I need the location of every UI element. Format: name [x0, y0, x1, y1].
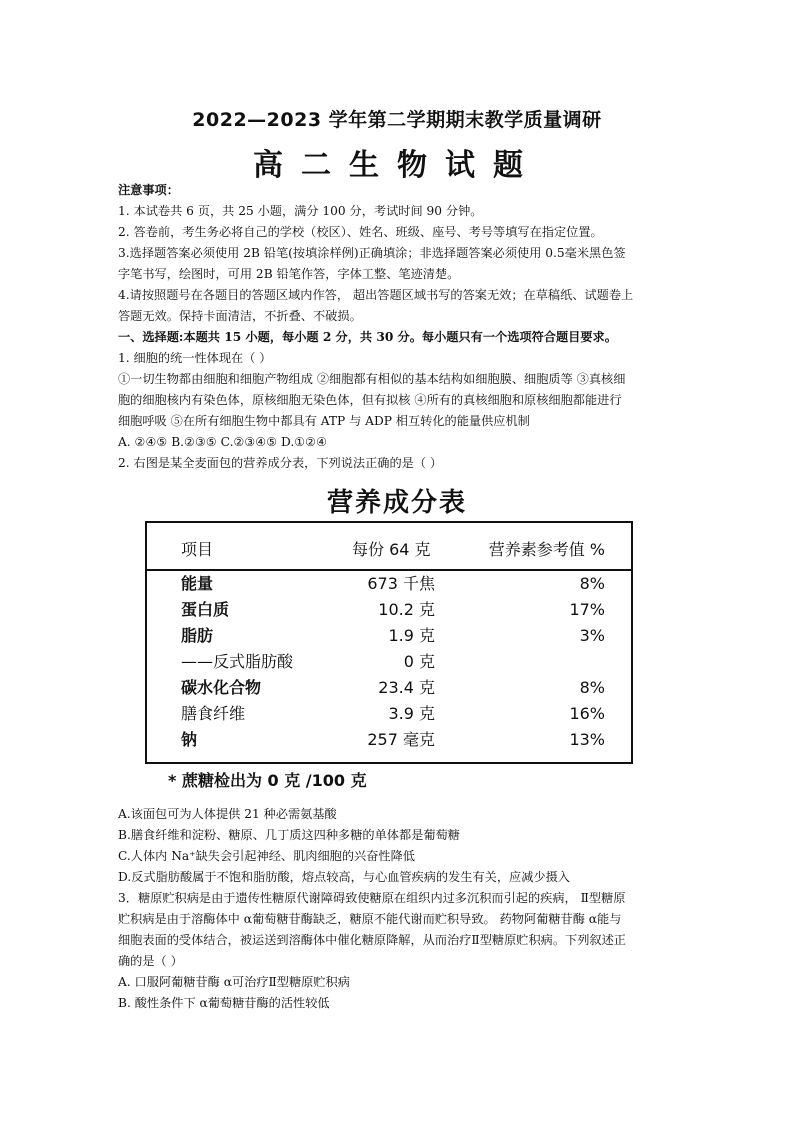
nutrient-amount: 3.9 克 — [388, 704, 435, 723]
question-3-text: 3．糖原贮积病是由于遗传性糖原代谢障碍致使糖原在组织内过多沉积而引起的疾病， Ⅱ型糖原 — [118, 891, 626, 905]
section-heading: 一、选择题:本题共 15 小题，每小题 2 分，共 30 分。每小题只有一个选项符合题目要求。 — [118, 330, 617, 344]
nutrition-row — [147, 701, 631, 727]
question-1-text: 胞的细胞核内有染色体，原核细胞无染色体，但有拟核 ④所有的真核细胞和原核细胞都能进行 — [118, 393, 622, 407]
note-line: 2. 答卷前，考生务必将自己的学校（校区）、姓名、班级、座号、考号等填写在指定位置。 — [118, 225, 603, 239]
nutrient-name: 能量 — [181, 574, 214, 593]
nutrient-nrv: 8% — [579, 574, 605, 593]
nutrient-nrv: 3% — [579, 626, 605, 645]
nutrient-nrv: 13% — [569, 730, 605, 749]
nutrient-amount: 23.4 克 — [378, 678, 435, 697]
nutrition-row — [147, 571, 631, 597]
question-3-text: 细胞表面的受体结合，被运送到溶酶体中催化糖原降解，从而治疗Ⅱ型糖原贮积病。下列叙述正 — [118, 933, 626, 947]
nutrient-name: 蛋白质 — [181, 600, 230, 619]
exam-title: 2022—2023 学年第二学期期末教学质量调研 — [192, 109, 602, 131]
nutrient-amount: 673 千焦 — [367, 574, 435, 593]
question-3-text: 贮积病是由于溶酶体中 α葡萄糖苷酶缺乏，糖原不能代谢而贮积导致。 药物阿葡糖苷酶 α能与 — [118, 912, 622, 926]
nutrient-nrv: 16% — [569, 704, 605, 723]
nutrition-footnote: * 蔗糖检出为 0 克 /100 克 — [168, 771, 367, 790]
nutrient-amount: 0 克 — [403, 652, 435, 671]
nutrient-amount: 257 毫克 — [367, 730, 435, 749]
question-1-stem: 1. 细胞的统一性体现在（ ） — [118, 351, 272, 365]
note-line: 1. 本试卷共 6 页，共 25 小题，满分 100 分，考试时间 90 分钟。 — [118, 204, 483, 218]
nutrient-name: 脂肪 — [181, 626, 214, 645]
question-2-stem: 2. 右图是某全麦面包的营养成分表，下列说法正确的是（ ） — [118, 456, 443, 470]
question-1-options: A. ②④⑤ B.②③⑤ C.②③④⑤ D.①②④ — [118, 435, 328, 449]
nutrient-nrv: 17% — [569, 600, 605, 619]
header-item: 项目 — [181, 540, 214, 559]
nutrient-nrv: 8% — [579, 678, 605, 697]
question-2-option-b: B.膳食纤维和淀粉、糖原、几丁质这四种多糖的单体都是葡萄糖 — [118, 828, 460, 842]
notes-heading: 注意事项： — [118, 183, 179, 197]
note-line: 答题无效。保持卡面清洁，不折叠、不破损。 — [118, 309, 362, 323]
nutrition-row — [147, 649, 631, 675]
question-1-text: ①一切生物都由细胞和细胞产物组成 ②细胞都有相似的基本结构如细胞膜、细胞质等 ③真核细 — [118, 372, 626, 386]
nutrient-name: 钠 — [181, 730, 198, 749]
nutrition-row — [147, 675, 631, 701]
nutrient-amount: 1.9 克 — [388, 626, 435, 645]
nutrition-row — [147, 727, 631, 753]
nutrition-table — [145, 521, 633, 764]
question-3-text: 确的是（ ） — [118, 954, 183, 968]
nutrient-name: 膳食纤维 — [181, 704, 246, 723]
question-2-option-a: A.该面包可为人体提供 21 种必需氨基酸 — [118, 807, 337, 821]
nutrient-name: ——反式脂肪酸 — [181, 652, 294, 671]
nutrient-name: 碳水化合物 — [181, 678, 262, 697]
nutrition-row — [147, 597, 631, 623]
header-nrv: 营养素参考值 % — [488, 540, 605, 559]
header-per-serving: 每份 64 克 — [352, 540, 431, 559]
nutrition-title: 营养成分表 — [326, 488, 467, 518]
nutrition-header — [147, 523, 631, 571]
question-2-option-c: C.人体内 Na⁺缺失会引起神经、肌肉细胞的兴奋性降低 — [118, 849, 415, 863]
nutrition-row — [147, 623, 631, 649]
nutrient-amount: 10.2 克 — [378, 600, 435, 619]
question-1-text: 细胞呼吸 ⑤在所有细胞生物中都具有 ATP 与 ADP 相互转化的能量供应机制 — [118, 414, 530, 428]
question-3-option-b: B. 酸性条件下 α葡萄糖苷酶的活性较低 — [118, 996, 330, 1010]
note-line: 字笔书写，绘图时，可用 2B 铅笔作答，字体工整、笔迹清楚。 — [118, 267, 460, 281]
note-line: 4.请按照题号在各题目的答题区域内作答， 超出答题区域书写的答案无效；在草稿纸、试题卷上 — [118, 288, 634, 302]
question-3-option-a: A. 口服阿葡糖苷酶 α可治疗Ⅱ型糖原贮积病 — [118, 975, 350, 989]
question-2-option-d: D.反式脂肪酸属于不饱和脂肪酸，熔点较高，与心血管疾病的发生有关，应减少摄入 — [118, 870, 570, 884]
exam-subject: 高二生物试题 — [253, 148, 541, 183]
note-line: 3.选择题答案必须使用 2B 铅笔(按填涂样例)正确填涂；非选择题答案必须使用 0.5毫米黑色签 — [118, 246, 626, 260]
